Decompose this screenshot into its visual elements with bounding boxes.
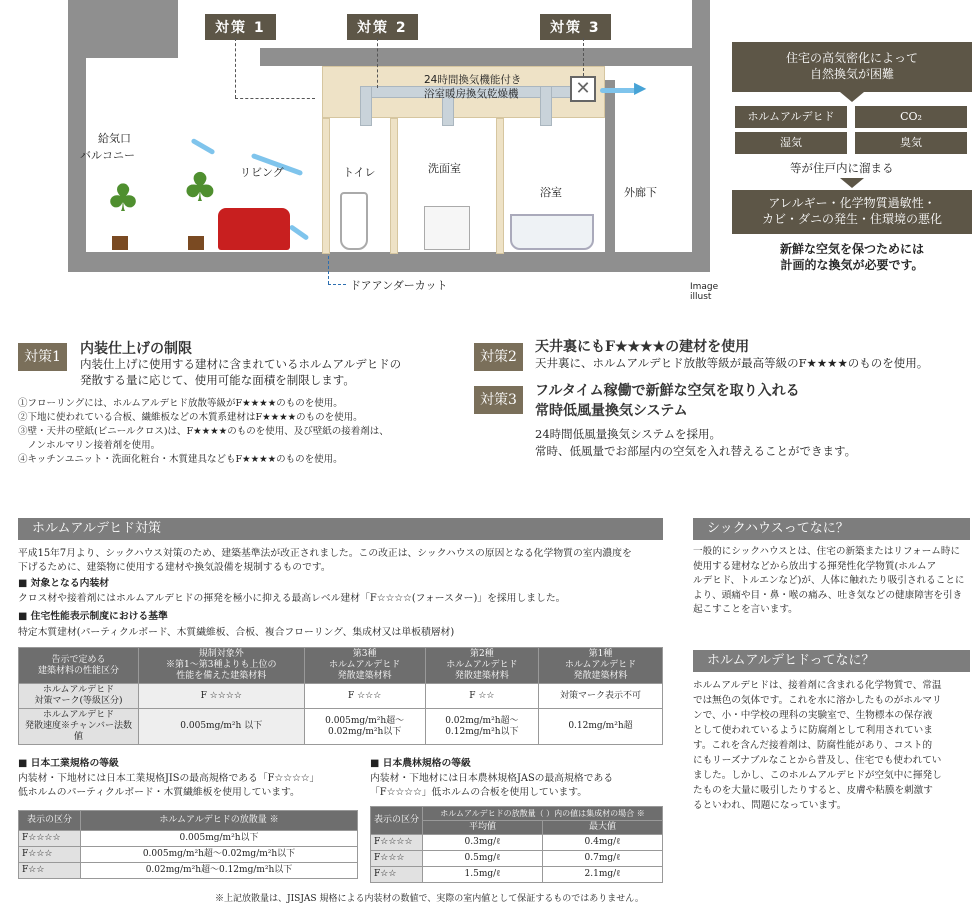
table-row [19,684,663,709]
measure-3-tag: 対策3 [474,386,523,414]
jas-r1-grade: F☆☆☆ [371,851,423,867]
table-row [19,847,358,863]
leader-3 [583,38,584,76]
t1c1l2: ホルムアルデヒド [329,660,401,670]
formaldehyde-header: ホルムアルデヒド対策 [18,518,663,540]
t1c0l1: 規制対象外 [198,649,244,659]
floor-arrow [289,224,310,241]
measure-2-tag: 対策2 [474,343,523,371]
flow-bottom-line1: アレルギー・化学物質過敏性・ [768,196,936,210]
whatis-line-9: るといわれ、問題になっています。 [693,800,847,811]
flow-top-box [732,42,972,92]
duct-toilet [360,86,372,126]
sickhouse-header: シックハウスってなに？ [693,518,970,540]
jas-head-avg: 平均値 [423,821,543,835]
t1r2c3 [538,709,662,745]
flow-cell-formaldehyde: ホルムアルデヒド [735,106,847,128]
undercut-leader [328,256,329,284]
top-slab [68,0,178,58]
t1r2c1 [304,709,425,745]
footnote: ※上記放散量は、JISJAS 規格による内装材の数値で、実際の室内値として保証するものではありません。 [215,894,644,904]
jis-r1-value: 0.005mg/m²h超～0.02mg/m²h以下 [81,847,358,863]
jas-r1-max: 0.7mg/ℓ [542,851,662,867]
jas-r1-avg: 0.5mg/ℓ [423,851,543,867]
t1r2c1l2: 0.02mg/m²h以下 [327,726,402,737]
t1r2ll2: 発散速度※チャンバー法数値 [24,721,133,742]
jis-r0-value: 0.005mg/m²h以下 [81,831,358,847]
leader-1b [235,98,315,99]
table1-col-0 [139,648,305,684]
flow-arrow-1 [840,92,864,102]
t1c1l3: 発散建築材料 [337,671,392,681]
t1r2c2l2: 0.12mg/m²h以下 [445,726,519,737]
flow-bottom-line2: カビ・ダニの発生・住環境の悪化 [761,212,942,226]
whatis-line-3: ンで、小・中学校の理科の実験室で、生物標本の保存液 [693,710,933,721]
jis-table [18,810,358,879]
t1r2c2 [425,709,538,745]
flow-top-line2: 自然換気が困難 [809,67,894,81]
t1c2l3: 発散建築材料 [454,671,509,681]
flow-conclusion-line1: 新鮮な空気を保つためには [779,242,924,256]
whatis-line-1: ホルムアルデヒドは、接着剤に含まれる化学物質で、常温 [693,680,942,691]
t1r2c1l1: 0.005mg/m²h超～ [325,715,405,726]
jas-r0-grade: F☆☆☆☆ [371,835,423,851]
room-bathroom: 浴室 [540,186,562,199]
table1-col-1 [304,648,425,684]
exhaust-arrow-head: ▶ [634,78,647,97]
flow-cell-moisture: 湿気 [735,132,847,154]
t1c2l1: 第2種 [469,649,494,659]
table-row [371,851,663,867]
jas-head-span: ホルムアルデヒドの放散量（ ）内の値は集成材の場合 ※ [423,807,663,821]
jis-r2-value: 0.02mg/m²h超～0.12mg/m²h以下 [81,863,358,879]
jis-text-1: 内装材・下地材には日本工業規格JISの最高規格である「F☆☆☆☆」 [18,773,320,784]
jas-text-2: 「F☆☆☆☆」低ホルムの合板を使用しています。 [370,787,588,798]
measure-1-text-2: 発散する量に応じて、使用可能な面積を制限します。 [80,373,355,387]
jas-r2-grade: F☆☆ [371,867,423,883]
t1r1c0: F ☆☆☆☆ [139,684,305,709]
flow-bottom-box [732,190,972,234]
t1r1c1: F ☆☆☆ [304,684,425,709]
t1r2c0l1: 0.005mg/m²h 以下 [180,721,263,731]
jas-head-max: 最大値 [542,821,662,835]
supply-label-2: バルコニー [80,149,135,162]
plant-icon-2: ♣ [182,165,218,211]
table1-col-2 [425,648,538,684]
table-row [19,831,358,847]
plant-icon: ♣ [106,176,141,220]
jas-r2-max: 2.1mg/ℓ [542,867,662,883]
partition-2 [390,118,398,254]
t1c0l2: ※第1～第3種よりも上位の [166,660,277,670]
house-diagram [40,0,730,300]
room-washroom: 洗面室 [428,162,461,175]
flow-cell-co2: CO₂ [855,106,967,128]
t1c1l1: 第3種 [352,649,377,659]
table-row [19,863,358,879]
tag-measure-3: 対策 3 [540,14,611,40]
image-note: Image illust [690,282,719,302]
t1c2l2: ホルムアルデヒド [446,660,518,670]
sickhouse-line-1: 一般的にシックハウスとは、住宅の新築またはリフォーム時に [693,546,961,557]
measure-1-title: 内装仕上げの制限 [80,341,192,357]
leader-2 [377,38,378,88]
sickhouse-body [693,545,970,618]
plant-pot [112,236,128,250]
t1r2c2l1: 0.02mg/m²h超～ [445,715,519,726]
sickhouse-line-2: 使用する建材などから放出する揮発性化学物質(ホルムア [693,560,937,572]
measure-3-text-1: 24時間低風量換気システムを採用。 [535,427,721,441]
sickhouse-line-3: ルデヒド、トルエンなど)が、人体に触れたり吸引されることに [693,575,965,586]
flow-top-line1: 住宅の高気密化によって [785,51,918,65]
jas-r0-avg: 0.3mg/ℓ [423,835,543,851]
plant-pot-2 [188,236,204,250]
t1r2ll1: ホルムアルデヒド [42,710,115,720]
measure-1-item-5: ④キッチンユニット・洗面化粧台・木質建具などもF★★★★のものを使用。 [18,454,343,465]
sub1-text: クロス材や接着剤にはホルムアルデヒドの揮発を極小に抑える最高レベル建材「F☆☆☆☆(フォースター)」を採用しました。 [18,593,566,604]
tag-measure-2: 対策 2 [347,14,418,40]
sub2-title: ■ 住宅性能表示制度における基準 [18,611,168,622]
flow-conclusion-line2: 計画的な換気が必要です。 [780,258,924,272]
jas-title: ■ 日本農林規格の等級 [370,758,471,769]
table-row [19,709,663,745]
measure-1-item-1: ①フローリングには、ホルムアルデヒド放散等級がF★★★★のものを使用。 [18,398,343,409]
top-slab-right [260,48,705,66]
right-wall [692,0,710,270]
whatis-line-7: ました。しかし、このホルムアルデヒドが空気中に揮発し [693,770,942,781]
leader-1 [235,38,236,98]
t1c3l2: ホルムアルデヒド [564,660,637,670]
sofa [218,208,290,250]
t1r2c0 [139,709,305,745]
formaldehyde-intro-2: 下げるために、建築物に使用する建材や換気設備を規制するものです。 [18,562,331,573]
floor-slab [68,252,710,272]
t1r1ll2: 対策マーク(等級区分) [34,696,123,706]
jas-table [370,806,663,883]
ventilation-label-1: 24時間換気機能付き [424,74,522,86]
measure-3-text-2: 常時、低風量でお部屋内の空気を入れ替えることができます。 [535,444,857,458]
bathtub [510,214,594,250]
flow-conclusion [732,241,972,273]
t1c3l3: 発散建築材料 [573,671,628,681]
vanity [424,206,470,250]
whatis-line-2: では無色の気体です。これを水に溶かしたものがホルマリ [693,695,942,706]
measure-3-title-1: フルタイム稼働で新鮮な空気を取り入れる [535,383,800,399]
partition-3 [496,118,504,254]
corridor-wall [605,80,615,255]
whatis-body [693,678,970,813]
measure-1-text-1: 内装仕上げに使用する建材に含まれているホルムアルデヒドの [80,357,402,371]
table1-col-3 [538,648,662,684]
t1r1c2: F ☆☆ [425,684,538,709]
supply-arrow [190,138,215,155]
t1r1ll1: ホルムアルデヒド [42,685,115,695]
measure-1-item-4: ノンホルマリン接着剤を使用。 [18,440,161,451]
table1-row1-label [19,684,139,709]
supply-label-1: 給気口 [98,132,131,145]
table-row [371,835,663,851]
toilet [340,192,368,250]
jis-r1-grade: F☆☆☆ [19,847,81,863]
sickhouse-line-5: 起こすことを言います。 [693,604,798,615]
jas-text-1: 内装材・下地材には日本農林規格JASの最高規格である [370,773,614,784]
t1r2c3l1: 0.12mg/m²h超 [568,721,633,731]
tag-measure-1: 対策 1 [205,14,276,40]
sub1-title: ■ 対象となる内装材 [18,578,110,589]
exhaust-arrow-out [600,88,636,93]
performance-table [18,647,663,745]
sickhouse-line-4: より、頭痛や目・鼻・喉の痛み、吐き気などの健康障害を引き [693,589,963,601]
t1c0l3: 性能を備えた建築材料 [176,671,267,681]
jas-r2-avg: 1.5mg/ℓ [423,867,543,883]
jis-r0-grade: F☆☆☆☆ [19,831,81,847]
jas-r0-max: 0.4mg/ℓ [542,835,662,851]
jis-text-2: 低ホルムのパーティクルボード・木質繊維板を使用しています。 [18,787,300,798]
measure-1-item-2: ②下地に使われている合板、繊維板などの木質系建材はF★★★★のものを使用。 [18,412,363,423]
fan-unit-icon: ✕ [570,76,596,102]
measure-3-title-2: 常時低風量換気システム [535,403,688,419]
table1-corner [19,648,139,684]
flow-arrow-2 [840,178,864,188]
whatis-line-6: にもリーズナブルなことから普及し、住宅でも使われてい [693,755,942,766]
table1-corner-l1: 告示で定める [51,654,106,665]
room-living: リビング [240,166,284,179]
measure-1-tag: 対策1 [18,343,67,371]
jis-head-2: ホルムアルデヒドの放散量 ※ [81,811,358,831]
jas-head-1: 表示の区分 [371,807,423,835]
door-undercut-label: ドアアンダーカット [350,279,448,292]
duct-bath [540,86,552,126]
formaldehyde-intro-1: 平成15年7月より、シックハウス対策のため、建築基準法が改正されました。この改正は、シックハウスの原因となる化学物質の室内濃度を [18,548,632,559]
ventilation-label-2: 浴室暖房換気乾燥機 [424,88,519,100]
t1r1c3: 対策マーク表示不可 [538,684,662,709]
flow-cell-odor: 臭気 [855,132,967,154]
measure-1-item-3: ③壁・天井の壁紙(ビニールクロス)は、F★★★★のものを使用、及び壁紙の接着剤は、 [18,426,389,437]
measure-2-title: 天井裏にもF★★★★の建材を使用 [535,339,750,355]
whatis-line-4: として使われているように防腐剤として利用されていま [693,725,933,736]
room-toilet: トイレ [343,166,376,179]
jis-r2-grade: F☆☆ [19,863,81,879]
undercut-leader-h [328,284,346,285]
measure-2-text: 天井裏に、ホルムアルデヒド放散等級が最高等級のF★★★★のものを使用。 [535,356,929,370]
flow-middle-text: 等が住戸内に溜まる [790,161,894,175]
partition-1 [322,118,330,254]
t1c3l1: 第1種 [588,649,613,659]
whatis-header: ホルムアルデヒドってなに？ [693,650,970,672]
whatis-line-5: す。これを含んだ接着剤は、防腐性能があり、コスト的 [693,740,933,751]
table1-row2-label [19,709,139,745]
jis-title: ■ 日本工業規格の等級 [18,758,119,769]
table-row [371,867,663,883]
whatis-line-8: たものを大量に吸引したりすると、皮膚や粘膜を刺激す [693,785,933,796]
jis-head-1: 表示の区分 [19,811,81,831]
room-corridor: 外廊下 [624,186,657,199]
table1-corner-l2: 建築材料の性能区分 [37,665,119,676]
sub2-text: 特定木質建材(パーティクルボード、木質繊維板、合板、複合フローリング、集成材又は単板積層材) [18,627,455,638]
